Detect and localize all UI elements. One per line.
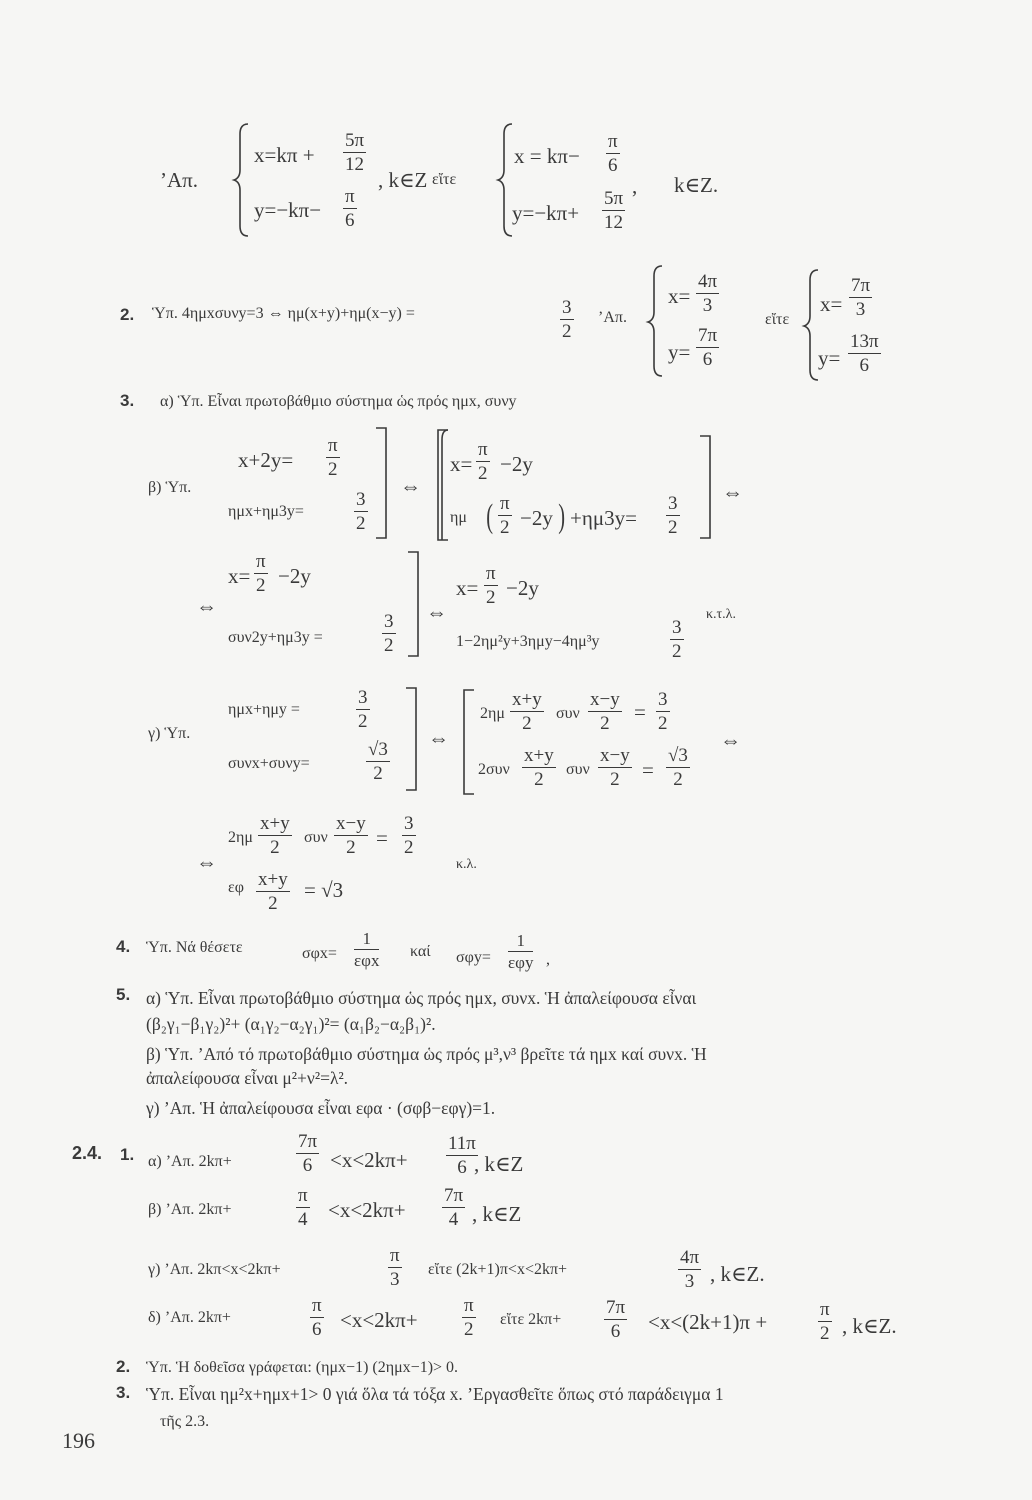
fraction: $\frac{\pi}{2}$ bbox=[328, 435, 338, 480]
fraction: $\frac{3}{2}$ bbox=[404, 813, 414, 858]
eq-text: −2y bbox=[506, 576, 539, 600]
fraction: $\frac{x+y}{2}$ bbox=[260, 813, 290, 858]
fraction: $\frac{\pi}{2}$ bbox=[486, 563, 496, 608]
eq-text: συν2y+ημ3y = bbox=[228, 629, 323, 646]
eq-text: −2y bbox=[520, 506, 553, 530]
paren-right: ) bbox=[558, 498, 566, 535]
fraction: $\frac{3}{2}$ bbox=[384, 611, 394, 656]
brace-left bbox=[442, 430, 448, 540]
item-number: 4. bbox=[116, 937, 131, 956]
eq-text: <x<2kπ+ bbox=[340, 1308, 418, 1332]
eq-text: x= bbox=[456, 576, 479, 600]
eq-text: εφ bbox=[228, 879, 244, 896]
eq-text: 2ημ bbox=[480, 705, 505, 722]
eq-text: εἴτε 2kπ+ bbox=[500, 1311, 562, 1328]
eq-text: +ημ3y= bbox=[570, 506, 637, 530]
paragraph-line: (β₂γ₁−β₁γ₂)²+ (α₁γ₂−α₂γ₁)²= (α₁β₂−α₂β₁)². bbox=[146, 1014, 436, 1034]
fraction: $\frac{3}{2}$ bbox=[562, 297, 572, 342]
etc-text: κ.λ. bbox=[456, 857, 477, 872]
eq-text: Ὑπ. 4ημxσυνy=3 ⇔ ημ(x+y)+ημ(x−y) = bbox=[152, 305, 415, 322]
fraction: $\frac{7\pi}{3}$ bbox=[851, 275, 871, 320]
eq-text: γ) Ὑπ. bbox=[148, 725, 191, 742]
fraction: $\frac{x-y}{2}$ bbox=[600, 745, 630, 790]
eq-text: , bbox=[632, 174, 638, 198]
eq-text: , k∈Z. bbox=[710, 1262, 765, 1286]
eq-text: , k∈Z bbox=[474, 1152, 524, 1176]
fraction: $\frac{\pi}{6}$ bbox=[312, 1295, 322, 1340]
paragraph-line: Ὑπ. Ἡ δοθεῖσα γράφεται: (ημx−1) (2ημx−1)> 0. bbox=[146, 1359, 459, 1376]
bracket-right bbox=[406, 688, 416, 790]
eq-text: σφx= bbox=[302, 945, 337, 962]
eq-text: δ) ’Απ. 2kπ+ bbox=[148, 1309, 231, 1326]
fraction: $\frac{7\pi}{4}$ bbox=[444, 1185, 464, 1230]
fraction: $\frac{3}{2}$ bbox=[356, 489, 366, 534]
etc-text: κ.τ.λ. bbox=[706, 607, 736, 622]
fraction: $\frac{\pi}{3}$ bbox=[390, 1245, 400, 1290]
fraction: $\frac{\pi}{2}$ bbox=[464, 1295, 474, 1340]
eq-text: συν bbox=[556, 705, 580, 722]
eq-text: εἴτε bbox=[432, 171, 457, 188]
eq-text: , bbox=[546, 951, 550, 968]
bracket-right bbox=[376, 428, 386, 538]
brace-left bbox=[498, 124, 512, 236]
fraction: $\frac{\pi}{2}$ bbox=[500, 493, 510, 538]
eq-text: , k∈Z bbox=[472, 1202, 522, 1226]
eq-text: k∈Z. bbox=[674, 173, 719, 197]
fraction: 1 εφx bbox=[354, 929, 380, 970]
eq-text: β) ’Απ. 2kπ+ bbox=[148, 1201, 232, 1218]
paragraph-line: τῆς 2.3. bbox=[160, 1413, 210, 1430]
item-number: 2. bbox=[120, 305, 135, 324]
eq-text: <x<2kπ+ bbox=[328, 1198, 406, 1222]
iff-symbol: ⇔ bbox=[428, 726, 449, 750]
item-number: 2. bbox=[116, 1357, 131, 1376]
paragraph-line: Ὑπ. Εἶναι ημ²x+ημx+1> 0 γιά ὅλα τά τόξα x. ’Εργασθεῖτε ὅπως στό παράδειγμα 1 bbox=[146, 1384, 724, 1404]
eq-text: −2y bbox=[278, 564, 311, 588]
fraction: $\frac{3}{2}$ bbox=[672, 617, 682, 662]
fraction: $\frac{5\pi}{12}$ bbox=[604, 188, 624, 233]
section-number: 2.4. bbox=[72, 1143, 103, 1163]
fraction: $\frac{4\pi}{3}$ bbox=[698, 271, 718, 316]
eq-text: = bbox=[642, 758, 654, 782]
fraction: $\frac{7\pi}{6}$ bbox=[298, 1131, 318, 1176]
fraction: $\frac{x-y}{2}$ bbox=[590, 689, 620, 734]
eq-text: y=−kπ− bbox=[254, 198, 322, 222]
eq-text: <x<(2k+1)π + bbox=[648, 1310, 768, 1334]
eq-text: 2συν bbox=[478, 761, 510, 778]
answer-label: ’Απ. bbox=[598, 309, 627, 326]
iff-symbol: ⇔ bbox=[196, 594, 217, 618]
fraction: $\frac{3}{2}$ bbox=[358, 687, 368, 732]
fraction: $\frac{x+y}{2}$ bbox=[258, 869, 288, 914]
eq-text: α) ’Απ. 2kπ+ bbox=[148, 1153, 232, 1170]
eq-text: 1−2ημ²y+3ημy−4ημ³y bbox=[456, 633, 600, 650]
fraction: $\frac{x+y}{2}$ bbox=[512, 689, 542, 734]
fraction: $\frac{5\pi}{12}$ bbox=[345, 130, 365, 175]
eq-text: y=−kπ+ bbox=[512, 201, 580, 225]
paragraph-line: β) Ὑπ. ’Από τό πρωτοβάθμιο σύστημα ὡς πρός μ³,ν³ βρεῖτε τά ημx καί συνx. Ἡ bbox=[146, 1044, 707, 1064]
fraction: $\frac{\pi}{2}$ bbox=[820, 1299, 830, 1344]
bracket-left bbox=[464, 690, 474, 794]
brace-left bbox=[648, 266, 662, 376]
eq-text: 2ημ bbox=[228, 829, 253, 846]
fraction: $\frac{7\pi}{6}$ bbox=[698, 325, 718, 370]
eq-text: σφy= bbox=[456, 949, 491, 966]
eq-text: ημx+ημ3y= bbox=[228, 503, 304, 520]
eq-text: y= bbox=[818, 346, 841, 370]
fraction: $\frac{x-y}{2}$ bbox=[336, 813, 366, 858]
bracket-right bbox=[700, 436, 710, 538]
eq-text: x = kπ− bbox=[514, 144, 580, 168]
fraction: $\frac{\pi}{2}$ bbox=[478, 439, 488, 484]
eq-text: x+2y= bbox=[238, 448, 294, 472]
fraction: $\frac{3}{2}$ bbox=[668, 493, 678, 538]
item-number: 5. bbox=[116, 985, 131, 1004]
eq-text: ημ bbox=[450, 509, 467, 526]
fraction: $\frac{\pi}{6}$ bbox=[608, 131, 618, 176]
item-number: 3. bbox=[120, 391, 135, 410]
eq-text: y= bbox=[668, 340, 691, 364]
eq-text: εἴτε (2k+1)π<x<2kπ+ bbox=[428, 1261, 568, 1278]
eq-text: x= bbox=[228, 564, 251, 588]
fraction: $\frac{\pi}{6}$ bbox=[345, 186, 355, 231]
page-number: 196 bbox=[62, 1428, 95, 1453]
eq-text: β) Ὑπ. bbox=[148, 479, 192, 496]
fraction: $\frac{4\pi}{3}$ bbox=[680, 1247, 700, 1292]
iff-symbol: ⇔ bbox=[196, 850, 217, 874]
fraction: $\frac{13\pi}{6}$ bbox=[850, 331, 879, 376]
fraction: $\frac{3}{2}$ bbox=[658, 689, 668, 734]
paragraph-line: ἀπαλείφουσα εἶναι μ²+ν²=λ². bbox=[146, 1068, 349, 1088]
fraction: 1 εφy bbox=[508, 931, 534, 972]
bracket-left bbox=[438, 430, 448, 540]
eq-text: α) Ὑπ. Εἶναι πρωτοβάθμιο σύστημα ὡς πρός ημx, συνy bbox=[160, 393, 517, 410]
eq-text: , k∈Z bbox=[378, 168, 428, 192]
brace-left bbox=[804, 270, 818, 380]
fraction: $\frac{\pi}{4}$ bbox=[298, 1185, 308, 1230]
item-number: 1. bbox=[120, 1145, 135, 1164]
eq-text: συνx+συνy= bbox=[228, 755, 310, 772]
eq-text: συν bbox=[566, 761, 590, 778]
eq-text: εἴτε bbox=[765, 311, 790, 328]
iff-symbol: ⇔ bbox=[400, 474, 421, 498]
eq-text: x= bbox=[450, 452, 473, 476]
fraction: $\frac{11\pi}{6}$ bbox=[448, 1133, 476, 1178]
brace-left bbox=[234, 124, 248, 236]
eq-text: x=kπ + bbox=[254, 143, 315, 167]
iff-symbol: ⇔ bbox=[426, 600, 447, 624]
eq-text: = bbox=[634, 700, 646, 724]
paragraph-line: γ) ’Απ. Ἡ ἀπαλείφουσα εἶναι εφα · (σφβ−εφγ)=1. bbox=[146, 1098, 496, 1118]
bracket-right bbox=[408, 552, 418, 656]
eq-text: ημx+ημy = bbox=[228, 701, 300, 718]
eq-text: x= bbox=[820, 292, 843, 316]
fraction: $\frac{√3}{2}$ bbox=[368, 739, 388, 784]
fraction: $\frac{x+y}{2}$ bbox=[524, 745, 554, 790]
iff-symbol: ⇔ bbox=[720, 728, 741, 752]
paren-left: ( bbox=[486, 498, 494, 535]
eq-text: = bbox=[376, 826, 388, 850]
eq-text: <x<2kπ+ bbox=[330, 1148, 408, 1172]
answer-label: ’Απ. bbox=[160, 168, 199, 192]
eq-text: −2y bbox=[500, 452, 533, 476]
fraction: $\frac{7\pi}{6}$ bbox=[606, 1297, 626, 1342]
eq-text: συν bbox=[304, 829, 328, 846]
fraction: $\frac{\pi}{2}$ bbox=[256, 551, 266, 596]
fraction: $\frac{√3}{2}$ bbox=[668, 745, 688, 790]
item-number: 3. bbox=[116, 1383, 131, 1402]
eq-text: x= bbox=[668, 284, 691, 308]
paragraph-line: α) Ὑπ. Εἶναι πρωτοβάθμιο σύστημα ὡς πρός ημx, συνx. Ἡ ἀπαλείφουσα εἶναι bbox=[146, 988, 697, 1008]
eq-text: Ὑπ. Νά θέσετε bbox=[146, 939, 243, 956]
eq-text: γ) ’Απ. 2kπ<x<2kπ+ bbox=[148, 1261, 281, 1278]
eq-text: = √3 bbox=[304, 878, 344, 902]
eq-text: , k∈Z. bbox=[842, 1314, 897, 1338]
iff-symbol: ⇔ bbox=[722, 480, 743, 504]
eq-text: καί bbox=[410, 943, 431, 960]
